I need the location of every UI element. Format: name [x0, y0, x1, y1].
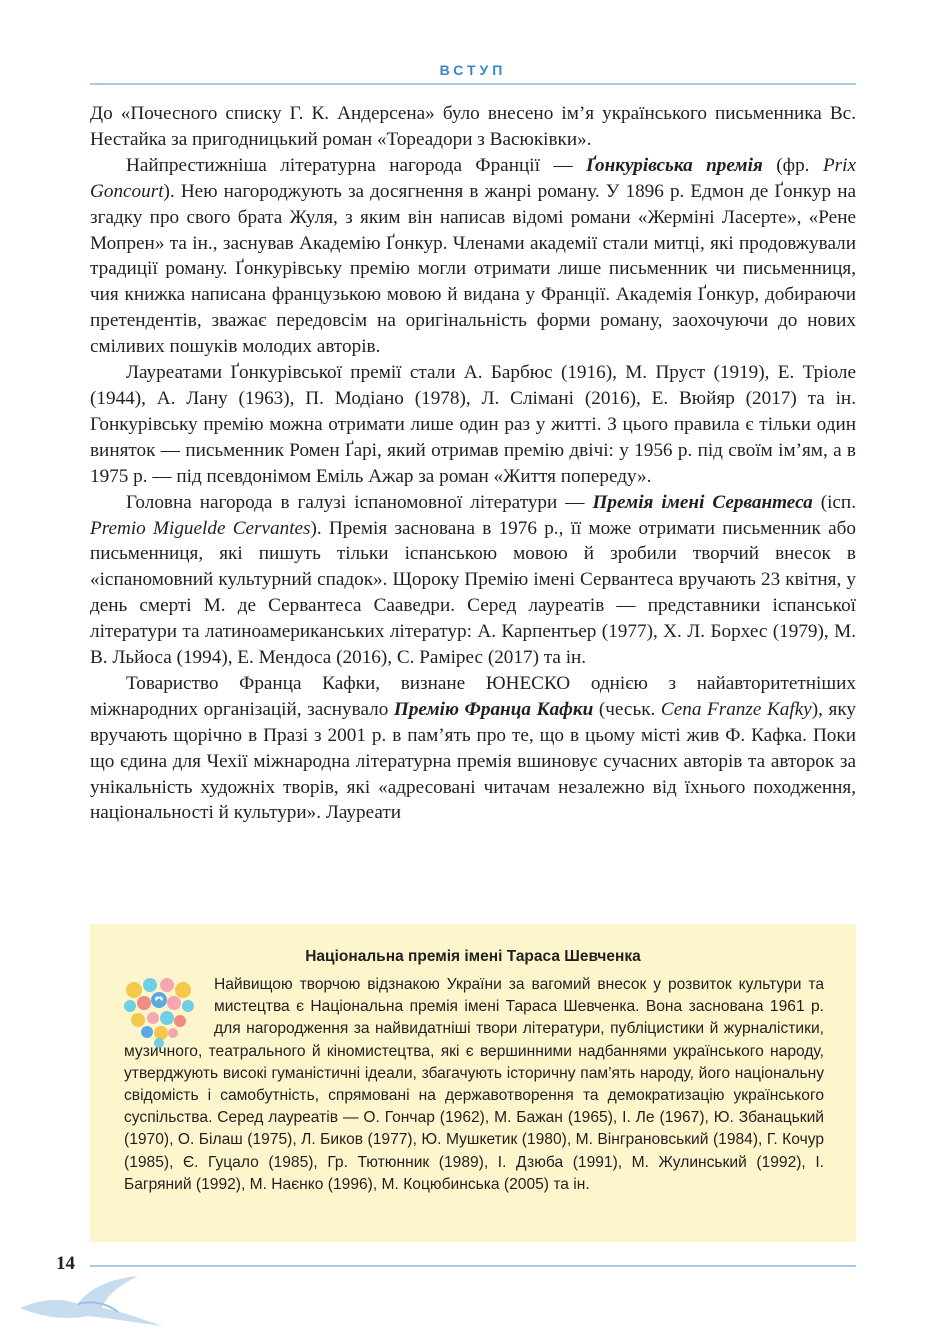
goncourt-body: ). Нею нагороджують за досягнення в жанрі роману. У 1896 р. Едмон де Ґонкур на згадку про свого брата Жуля, з яким він написав відомі романи «Жерміні Ласерте», «Рене Мопрен» та ін., заснував Академію Ґонкур. Членами академії стали митці, які продовжували традиції роману. Ґонкурівську премію могли отримати лише письменник чи письменниця, чия книжка написана французькою мовою й видана у Франції. Академія Ґонкур, добираючи претендентів, зважає передовсім на оригінальність форми роману, заохочуючи до нових сміливих пошуків молодих авторів. — [90, 180, 856, 358]
main-text — [90, 101, 856, 826]
goncourt-intro: Найпрестижніша літературна нагорода Франції — — [126, 154, 587, 176]
box-title: Національна премія імені Тараса Шевченка — [305, 948, 641, 965]
flying-bird-icon — [18, 1268, 168, 1328]
cervantes-body: ). Премія заснована в 1976 р., її може отримати письменник або письменниця, які пишуть тільки іспанською мовою й зробили творчий внесок в «іспаномовний культурний спадок». Щороку Премію імені Сервантеса вручають 23 квітня, у день смерті М. де Сервантеса Сааведри. Серед лауреатів — представники іспанської літератури та латиноамериканських літератур: А. Карпентьер (1977), Х. Л. Борхес (1979), М. В. Льйоса (1994), Е. Мендоса (2016), С. Рамірес (2017) та ін. — [90, 517, 856, 669]
box-paragraph: Найвищою творчою відзнакою України за вагомий внесок у розвиток культури та мистецтва є Національна премія імені Тараса Шевченка. Вона заснована 1961 р. для нагородження за найвидатніші твори літератури, публіцистики й журналістики, музичного, театрального й кіномистецтва, які є вершинними надбаннями українського народу, утверджують високі гуманістичні ідеали, збагачують історичну пам’ять народу, його національну свідомість і самобутність, спрямовані на державотворення та демократизацію українського суспільства. Серед лауреатів — О. Гончар (1962), М. Бажан (1965), І. Ле (1967), Ю. Збанацький (1970), О. Білаш (1975), Л. Биков (1977), Ю. Мушкетик (1980), М. Вінграновський (1984), Г. Кочур (1985), Є. Гуцало (1985), Гр. Тютюнник (1989), І. Дзюба (1991), М. Жулинський (1992), І. Багряний (1992), М. Наєнко (1996), М. Коцюбинська (2005) та ін. — [124, 976, 824, 1193]
kafka-body: ), яку вручають щорічно в Празі з 2001 р. в пам’ять про те, що в цьому місті жив Ф. Кафка. Поки що єдина для Чехії міжнародна літературна премія вшиновує сучасних авторів та авторок за унікальність художніх творів, які «адресовані читачам незалежно від їхнього походження, національності й культури». Лауреати — [90, 698, 856, 824]
kafka-paren: (чеськ. — [593, 698, 661, 720]
page-number: 14 — [56, 1253, 75, 1274]
shevchenko-prize-box — [90, 924, 856, 1242]
paragraph-cervantes — [90, 490, 856, 671]
kafka-intro: Товариство Франца Кафки, визнане ЮНЕСКО однією з найавторитетніших міжнародних організацій, заснувало — [90, 672, 856, 720]
kafka-prize-term: Премію Франца Кафки — [393, 698, 594, 720]
header-divider — [90, 83, 856, 85]
box-body — [124, 974, 824, 1196]
goncourt-prize-term: Ґонкурівська премія — [586, 154, 763, 176]
paragraph-kafka — [90, 671, 856, 826]
goncourt-original-name: Prix Goncourt — [90, 154, 856, 202]
running-header: ВСТУП — [439, 62, 507, 78]
paragraph-andersen: До «Почесного списку Г. К. Андерсена» було внесено ім’я українського письменника Вс. Нестайка за пригодницький роман «Тореадори з Васюківки». — [90, 103, 856, 150]
icon-spacer — [124, 974, 214, 1040]
cervantes-intro: Головна нагорода в галузі іспаномовної літератури — — [126, 491, 593, 513]
paragraph-goncourt-laureates: Лауреатами Ґонкурівської премії стали А. Барбюс (1916), М. Пруст (1919), Е. Тріоле (1944), А. Лану (1963), П. Модіано (1978), Л. Слімані (2016), Е. Вюйяр (2017) та ін. Гонкурівську премію можна отримати лише один раз у житті. З цього правила є тільки один виняток — письменник Ромен Ґарі, який отримав премію двічі: у 1956 р. під своїм ім’ям, а в 1975 р. — під псевдонімом Еміль Ажар за роман «Життя попереду». — [90, 362, 856, 487]
paragraph-goncourt — [90, 153, 856, 360]
cervantes-paren: (ісп. — [812, 491, 856, 513]
goncourt-paren: (фр. — [762, 154, 823, 176]
cervantes-prize-term: Премія імені Сервантеса — [592, 491, 813, 513]
cervantes-original-name: Premio Miguelde Cervantes — [90, 517, 311, 539]
footer-divider — [90, 1265, 856, 1267]
kafka-original-name: Cena Franze Kafky — [660, 698, 812, 720]
